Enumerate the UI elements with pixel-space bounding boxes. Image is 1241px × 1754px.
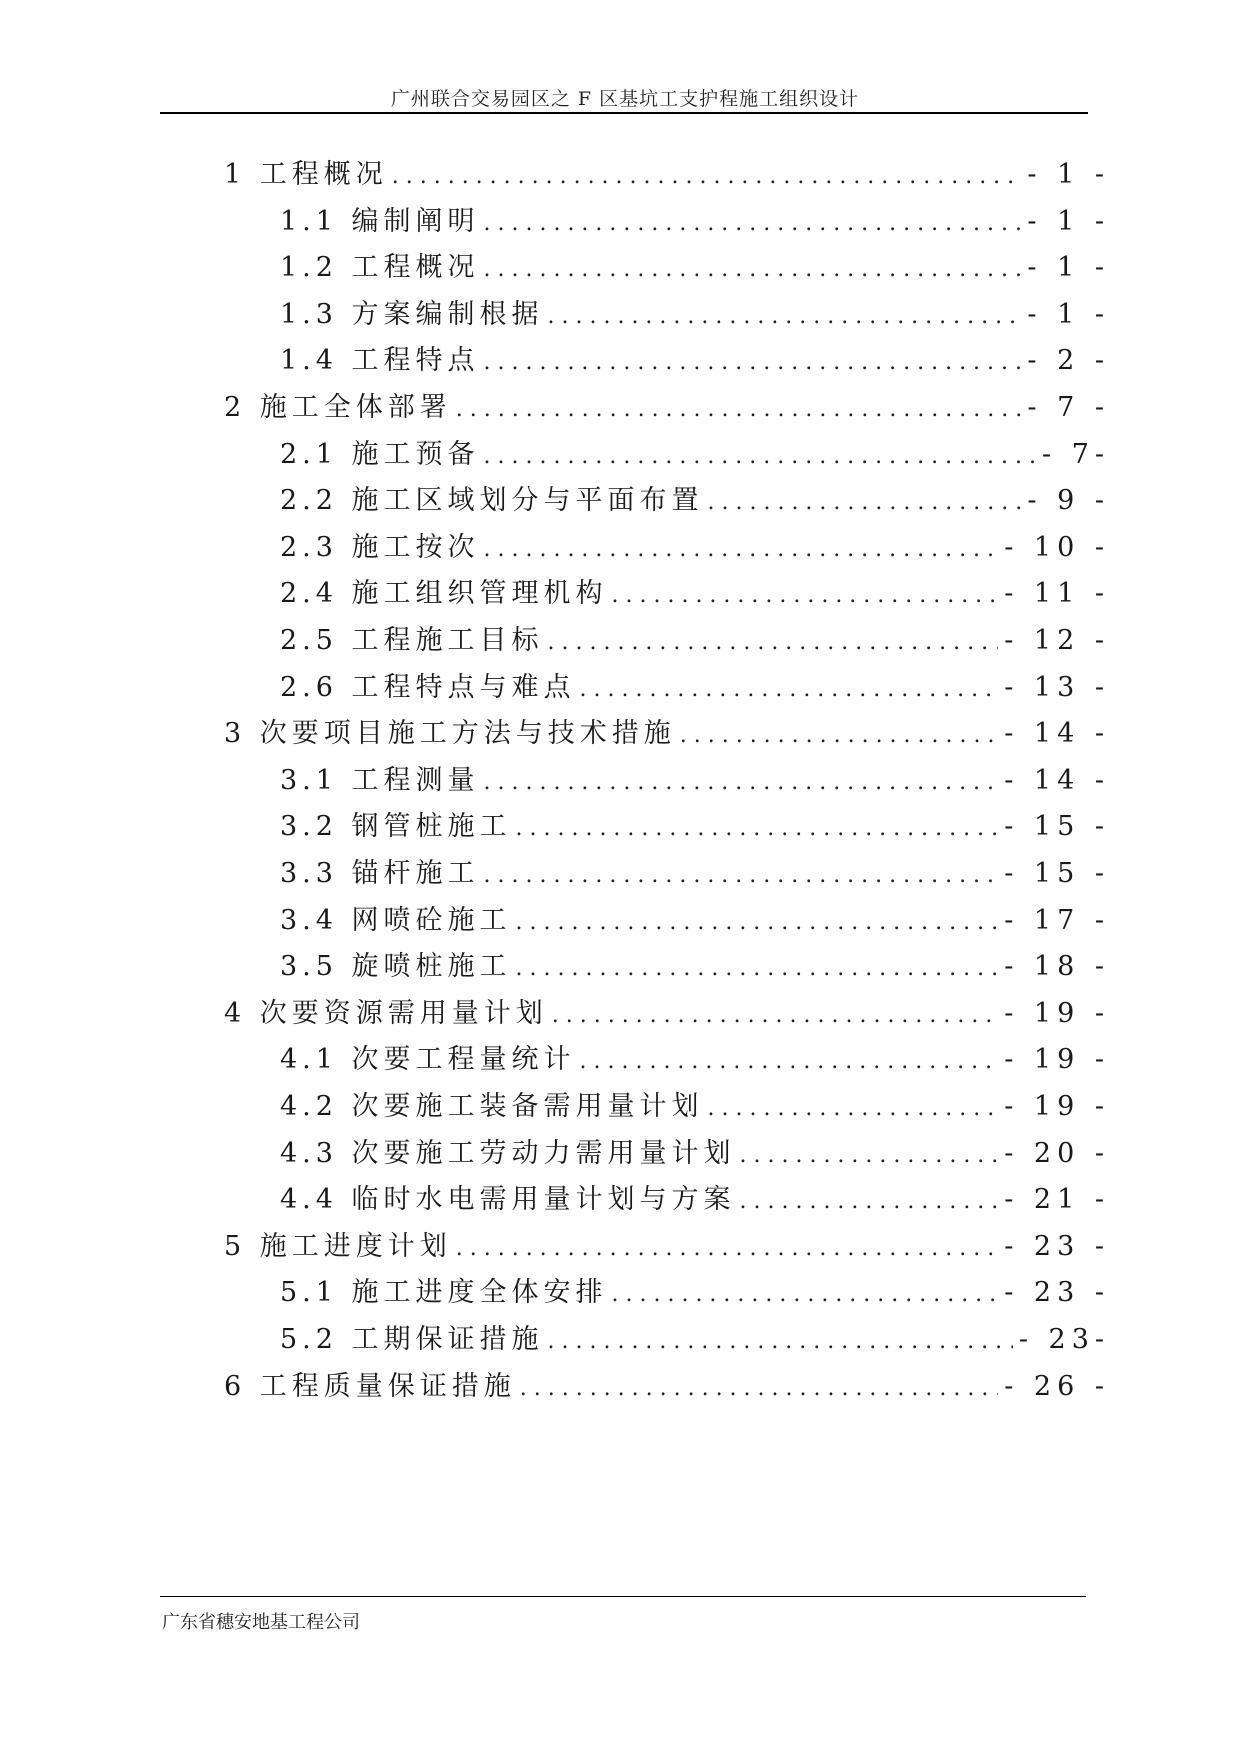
toc-entry-title: 5.2 工期保证措施 xyxy=(280,1324,544,1355)
toc-entry-page: - 1 - xyxy=(1027,205,1110,237)
toc-entry-page: - 12 - xyxy=(1004,625,1110,656)
toc-entry-page: - 11 - xyxy=(1004,578,1110,610)
toc-dot-leader xyxy=(516,816,999,841)
toc-entry-title: 3.5 旋喷桩施工 xyxy=(280,951,512,983)
toc-entry[interactable] xyxy=(280,199,1110,239)
toc-dot-leader xyxy=(708,1096,999,1121)
toc-entry[interactable] xyxy=(280,338,1110,378)
toc-entry[interactable] xyxy=(280,478,1110,518)
toc-entry-page: - 2 - xyxy=(1027,345,1110,377)
toc-entry-title: 6 工程质量保证措施 xyxy=(224,1370,516,1402)
toc-dot-leader xyxy=(612,1282,999,1307)
toc-entry[interactable] xyxy=(280,1084,1110,1124)
toc-entry-title: 5.1 施工进度全体安排 xyxy=(280,1277,608,1309)
toc-entry[interactable] xyxy=(224,991,1110,1031)
toc-entry-page: - 7- xyxy=(1041,438,1110,470)
toc-entry[interactable] xyxy=(280,1270,1110,1310)
toc-entry-title: 4 次要资源需用量计划 xyxy=(224,997,548,1029)
toc-entry[interactable] xyxy=(280,571,1110,611)
toc-entry-title: 2.4 施工组织管理机构 xyxy=(280,578,608,610)
toc-entry-title: 1.4 工程特点 xyxy=(280,345,480,377)
toc-dot-leader xyxy=(580,1049,999,1074)
toc-entry-title: 2.3 施工按次 xyxy=(280,531,480,563)
toc-dot-leader xyxy=(484,211,1022,236)
toc-entry[interactable] xyxy=(280,1037,1110,1077)
toc-entry-title: 2.5 工程施工目标 xyxy=(280,625,544,656)
toc-entry[interactable] xyxy=(280,1177,1110,1217)
toc-dot-leader xyxy=(484,537,999,562)
toc-entry-title: 4.4 临时水电需用量计划与方案 xyxy=(280,1184,736,1216)
toc-dot-leader xyxy=(680,723,998,748)
toc-entry-title: 2.1 施工预备 xyxy=(280,438,480,470)
toc-entry-title: 2.2 施工区域划分与平面布置 xyxy=(280,485,704,517)
toc-entry-title: 3.3 锚杆施工 xyxy=(280,858,480,889)
toc-entry-page: - 10 - xyxy=(1004,531,1110,563)
toc-entry-page: - 13 - xyxy=(1004,671,1110,703)
toc-dot-leader xyxy=(548,1329,1013,1354)
toc-entry-page: - 17 - xyxy=(1004,904,1110,936)
toc-entry-page: - 9 - xyxy=(1027,485,1110,517)
toc-entry[interactable] xyxy=(224,1224,1110,1264)
toc-dot-leader xyxy=(516,956,999,981)
toc-dot-leader xyxy=(456,397,1022,422)
toc-entry-page: - 15 - xyxy=(1004,811,1110,843)
toc-entry-title: 1.1 编制阐明 xyxy=(280,205,480,237)
toc-dot-leader xyxy=(484,863,999,888)
toc-entry-title: 2.6 工程特点与难点 xyxy=(280,671,576,703)
toc-entry-title: 3.4 网喷砼施工 xyxy=(280,904,512,936)
toc-entry-page: - 19 - xyxy=(1004,1091,1110,1122)
toc-entry-page: - 1 - xyxy=(1027,252,1110,284)
toc-dot-leader xyxy=(520,1376,998,1401)
toc-dot-leader xyxy=(484,770,999,795)
footer-divider xyxy=(160,1596,1086,1597)
toc-entry-page: - 20 - xyxy=(1004,1137,1110,1169)
toc-entry[interactable] xyxy=(280,1317,1110,1357)
toc-entry-title: 5 施工进度计划 xyxy=(224,1230,452,1262)
toc-entry-page: - 14 - xyxy=(1004,718,1110,750)
toc-entry[interactable] xyxy=(224,711,1110,751)
toc-dot-leader xyxy=(708,490,1022,515)
toc-entry-page: - 14 - xyxy=(1004,764,1110,796)
toc-entry-page: - 15 - xyxy=(1004,858,1110,889)
toc-entry-title: 4.3 次要施工劳动力需用量计划 xyxy=(280,1137,736,1169)
toc-entry-page: - 19 - xyxy=(1004,997,1110,1029)
toc-entry-title: 4.1 次要工程量统计 xyxy=(280,1044,576,1076)
toc-entry-page: - 19 - xyxy=(1004,1044,1110,1076)
toc-entry[interactable] xyxy=(280,525,1110,565)
toc-entry[interactable] xyxy=(280,618,1110,658)
toc-entry[interactable] xyxy=(224,385,1110,425)
toc-entry-title: 4.2 次要施工装备需用量计划 xyxy=(280,1091,704,1122)
toc-dot-leader xyxy=(516,910,999,935)
footer-company: 广东省穗安地基工程公司 xyxy=(162,1612,360,1633)
toc-dot-leader xyxy=(612,583,999,608)
toc-entry-page: - 7 - xyxy=(1027,392,1110,423)
toc-dot-leader xyxy=(484,444,1036,469)
toc-entry-page: - 23- xyxy=(1018,1324,1110,1355)
toc-entry[interactable] xyxy=(280,758,1110,798)
toc-dot-leader xyxy=(392,164,1022,189)
toc-entry-title: 1.3 方案编制根据 xyxy=(280,298,544,330)
toc-entry-page: - 23 - xyxy=(1004,1230,1110,1262)
toc-entry-title: 1 工程概况 xyxy=(224,159,388,190)
toc-entry-page: - 21 - xyxy=(1004,1184,1110,1216)
toc-entry[interactable] xyxy=(280,898,1110,938)
toc-dot-leader xyxy=(548,630,999,655)
toc-entry-title: 3 次要项目施工方法与技术措施 xyxy=(224,718,676,750)
toc-dot-leader xyxy=(484,350,1022,375)
toc-entry-title: 3.1 工程测量 xyxy=(280,764,480,796)
toc-entry[interactable] xyxy=(280,665,1110,705)
toc-entry-page: - 1 - xyxy=(1027,298,1110,330)
toc-entry-title: 2 施工全体部署 xyxy=(224,392,452,423)
toc-entry[interactable] xyxy=(280,851,1110,891)
toc-entry[interactable] xyxy=(280,1131,1110,1171)
toc-entry-page: - 26 - xyxy=(1004,1370,1110,1402)
toc-dot-leader xyxy=(548,304,1022,329)
toc-entry[interactable] xyxy=(280,245,1110,285)
toc-entry-title: 1.2 工程概况 xyxy=(280,252,480,284)
toc-entry-page: - 1 - xyxy=(1027,159,1110,190)
toc-dot-leader xyxy=(456,1236,998,1261)
toc-dot-leader xyxy=(580,677,999,702)
toc-entry-page: - 23 - xyxy=(1004,1277,1110,1309)
toc-entry[interactable] xyxy=(224,152,1110,192)
toc-entry[interactable] xyxy=(280,292,1110,332)
toc-entry[interactable] xyxy=(280,804,1110,844)
toc-entry[interactable] xyxy=(280,432,1110,472)
toc-dot-leader xyxy=(484,257,1022,282)
toc-entry-page: - 18 - xyxy=(1004,951,1110,983)
toc-dot-leader xyxy=(740,1143,999,1168)
toc-dot-leader xyxy=(552,1003,998,1028)
toc-entry-title: 3.2 钢管桩施工 xyxy=(280,811,512,843)
toc-entry[interactable] xyxy=(280,944,1110,984)
document-title: 广州联合交易园区之 F 区基坑工支护程施工组织设计 xyxy=(390,88,860,110)
toc-dot-leader xyxy=(740,1189,999,1214)
toc-entry[interactable] xyxy=(224,1364,1110,1404)
